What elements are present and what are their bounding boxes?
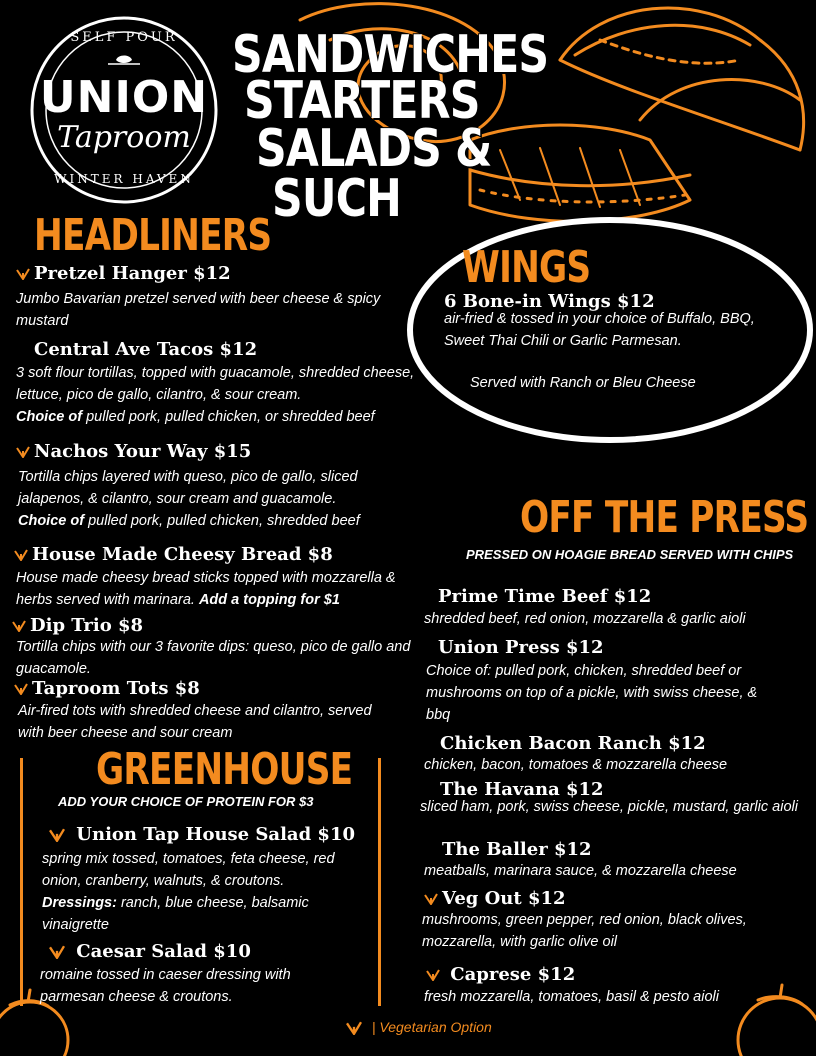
menu-item-description: Tortilla chips with our 3 favorite dips: queso, pico de gallo and guacamole. bbox=[16, 639, 411, 677]
menu-item-name: Central Ave Tacos $12 bbox=[34, 339, 258, 360]
menu-item-desc-text: 3 soft flour tortillas, topped with guacamole, shredded cheese, lettuce, pico de gallo, cilantro, & sour cream. bbox=[16, 365, 415, 403]
choice-label: Choice of bbox=[18, 513, 85, 529]
wings-served-with: Served with Ranch or Bleu Cheese bbox=[470, 375, 696, 391]
menu-item-description: shredded beef, red onion, mozzarella & garlic aioli bbox=[424, 611, 746, 627]
page-title-line-3: SALADS & bbox=[256, 119, 492, 179]
menu-item-description: romaine tossed in caeser dressing with parmesan cheese & croutons. bbox=[40, 967, 291, 1005]
leaf-icon bbox=[424, 893, 438, 905]
vegetarian-legend bbox=[344, 1019, 492, 1035]
menu-item-name: Pretzel Hanger $12 bbox=[34, 263, 231, 284]
menu-item-nachos-your-way bbox=[16, 441, 251, 462]
menu-item-name: Veg Out $12 bbox=[442, 888, 566, 909]
menu-item-name: House Made Cheesy Bread $8 bbox=[32, 544, 333, 565]
logo-bottom-text: WINTER HAVEN bbox=[54, 172, 194, 186]
greenhouse-right-border bbox=[378, 758, 381, 1006]
logo-sub-brand: Taproom bbox=[57, 120, 191, 155]
menu-item-description: Jumbo Bavarian pretzel served with beer cheese & spicy mustard bbox=[16, 291, 381, 329]
menu-item-name: Caprese $12 bbox=[450, 964, 576, 985]
dressings-text: ranch, blue cheese, balsamic vinaigrette bbox=[42, 895, 309, 933]
menu-item-taproom-tots bbox=[14, 678, 200, 699]
menu-item-description: fresh mozzarella, tomatoes, basil & pesto aioli bbox=[424, 989, 719, 1005]
leaf-icon bbox=[16, 446, 30, 458]
menu-item-central-ave-tacos bbox=[34, 339, 257, 360]
menu-item-description: sliced ham, pork, swiss cheese, pickle, mustard, garlic aioli bbox=[420, 799, 798, 815]
choice-label: Choice of bbox=[16, 409, 83, 425]
menu-item-description: mushrooms, green pepper, red onion, black olives, mozzarella, with garlic olive oil bbox=[422, 912, 747, 950]
menu-item-description: Air-fired tots with shredded cheese and cilantro, served with beer cheese and sour cream bbox=[18, 703, 372, 741]
menu-item-union-tap-house-salad bbox=[48, 824, 355, 845]
headliners-heading: HEADLINERS bbox=[34, 210, 272, 261]
greenhouse-heading: GREENHOUSE bbox=[96, 744, 353, 795]
menu-item-desc-text: spring mix tossed, tomatoes, feta cheese, red onion, cranberry, walnuts, & croutons. bbox=[42, 851, 335, 889]
menu-item-cheesy-bread bbox=[14, 544, 333, 565]
vegetarian-legend-text: | Vegetarian Option bbox=[368, 1019, 492, 1035]
menu-item-dip-trio bbox=[12, 615, 143, 636]
leaf-icon bbox=[12, 620, 26, 632]
logo-brand: UNION bbox=[39, 72, 209, 123]
greenhouse-subheading: ADD YOUR CHOICE OF PROTEIN FOR $3 bbox=[58, 794, 314, 809]
logo-top-text: SELF POUR bbox=[70, 30, 178, 45]
off-the-press-heading: OFF THE PRESS bbox=[520, 492, 809, 543]
menu-item-the-baller: The Baller $12 bbox=[442, 839, 592, 860]
page-title-line-2: STARTERS bbox=[244, 71, 480, 131]
menu-item-description: air-fried & tossed in your choice of Buffalo, BBQ, Sweet Thai Chili or Garlic Parmesan. bbox=[444, 311, 755, 349]
menu-item-name: Taproom Tots $8 bbox=[32, 678, 200, 699]
menu-item-desc-text: Tortilla chips layered with queso, pico de gallo, sliced jalapenos, & cilantro, sour cream and guacamole. bbox=[18, 469, 358, 507]
leaf-icon bbox=[48, 945, 66, 959]
menu-item-caesar-salad bbox=[48, 941, 251, 962]
menu-item-bone-in-wings: 6 Bone-in Wings $12 bbox=[444, 291, 655, 312]
menu-item-caprese bbox=[426, 964, 575, 985]
menu-item-description bbox=[18, 466, 403, 532]
menu-item-description: chicken, bacon, tomatoes & mozzarella cheese bbox=[424, 757, 728, 773]
page-title-line-4: SUCH bbox=[272, 169, 402, 229]
menu-item-name: Union Tap House Salad $10 bbox=[76, 824, 355, 845]
page-title-line-1: SANDWICHES bbox=[232, 25, 549, 85]
menu-item-description: Choice of: pulled pork, chicken, shredded beef or mushrooms on top of a pickle, with swiss cheese, & bbq bbox=[426, 663, 758, 723]
menu-item-prime-time-beef: Prime Time Beef $12 bbox=[438, 586, 652, 607]
menu-item-description: meatballs, marinara sauce, & mozzarella cheese bbox=[424, 863, 737, 879]
leaf-icon bbox=[14, 549, 28, 561]
menu-item-chicken-bacon-ranch: Chicken Bacon Ranch $12 bbox=[440, 733, 706, 754]
menu-item-name: Dip Trio $8 bbox=[30, 615, 144, 636]
greenhouse-left-border bbox=[20, 758, 23, 1006]
choice-text: pulled pork, pulled chicken, or shredded beef bbox=[82, 409, 375, 425]
choice-text: pulled pork, pulled chicken, shredded beef bbox=[84, 513, 360, 529]
menu-item-veg-out bbox=[424, 888, 566, 909]
off-the-press-subheading: PRESSED ON HOAGIE BREAD SERVED WITH CHIPS bbox=[466, 547, 794, 562]
menu-item-desc-text: House made cheesy bread sticks topped with mozzarella & herbs served with marinara. bbox=[16, 570, 396, 608]
leaf-icon bbox=[16, 268, 30, 280]
addon-text: Add a topping for $1 bbox=[198, 592, 340, 608]
leaf-icon bbox=[14, 683, 28, 695]
menu-item-name: Nachos Your Way $15 bbox=[34, 441, 252, 462]
menu-item-the-havana: The Havana $12 bbox=[440, 779, 604, 800]
menu-item-description bbox=[16, 567, 428, 611]
menu-item-name: Caesar Salad $10 bbox=[76, 941, 251, 962]
menu-item-description bbox=[16, 362, 416, 428]
leaf-icon bbox=[426, 969, 440, 981]
menu-item-union-press: Union Press $12 bbox=[438, 637, 604, 658]
menu-item-description bbox=[42, 848, 372, 936]
menu-item-pretzel-hanger bbox=[16, 263, 231, 284]
union-taproom-logo bbox=[28, 14, 220, 206]
wings-heading: WINGS bbox=[462, 242, 591, 293]
dressings-label: Dressings: bbox=[42, 895, 117, 911]
leaf-icon bbox=[48, 828, 66, 842]
leaf-icon bbox=[344, 1021, 364, 1035]
